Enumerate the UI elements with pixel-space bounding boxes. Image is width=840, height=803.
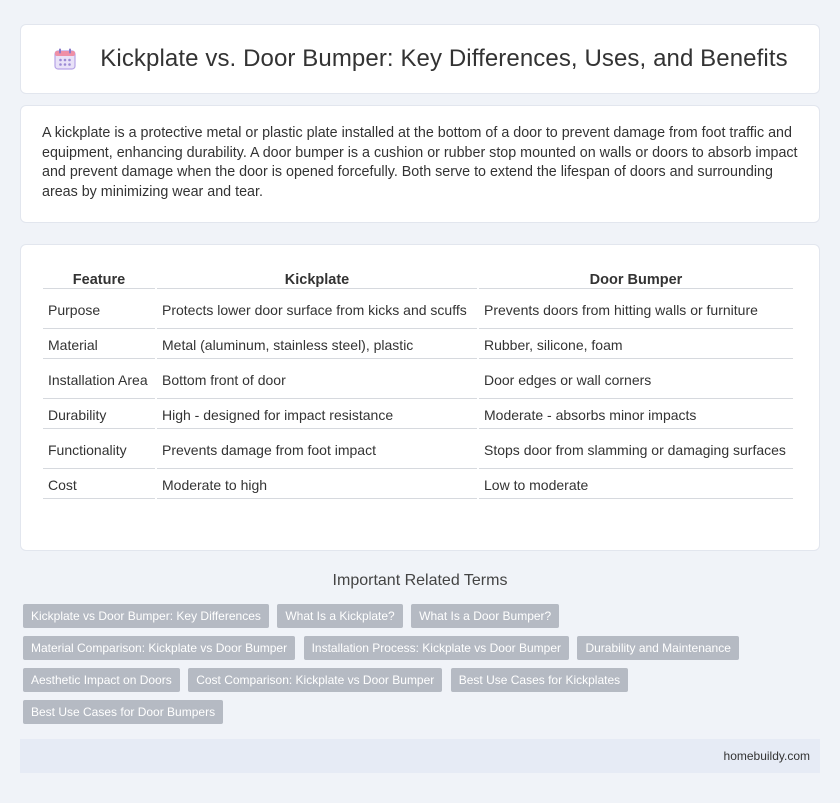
table-header-row (43, 269, 793, 289)
header-card (20, 24, 820, 94)
row-door-bumper: Low to moderate (479, 471, 793, 499)
row-kickplate: Moderate to high (157, 471, 477, 499)
row-feature: Material (43, 331, 155, 359)
table-row (43, 471, 793, 499)
row-feature: Durability (43, 401, 155, 429)
table-row (43, 331, 793, 359)
related-tag[interactable]: Best Use Cases for Kickplates (451, 668, 628, 692)
related-tag[interactable]: Kickplate vs Door Bumper: Key Differences (23, 604, 269, 628)
row-door-bumper: Rubber, silicone, foam (479, 331, 793, 359)
row-kickplate: High - designed for impact resistance (157, 401, 477, 429)
related-tag[interactable]: Aesthetic Impact on Doors (23, 668, 180, 692)
row-door-bumper: Stops door from slamming or damaging surfaces (479, 431, 793, 469)
row-feature: Cost (43, 471, 155, 499)
header-door-bumper: Door Bumper (479, 269, 793, 289)
row-kickplate: Metal (aluminum, stainless steel), plastic (157, 331, 477, 359)
row-feature: Functionality (43, 431, 155, 469)
related-tag[interactable]: Durability and Maintenance (577, 636, 738, 660)
related-tag[interactable]: Material Comparison: Kickplate vs Door Bumper (23, 636, 295, 660)
comparison-table (41, 267, 795, 501)
header-feature: Feature (43, 269, 155, 289)
related-tag[interactable]: What Is a Door Bumper? (411, 604, 559, 628)
row-kickplate: Bottom front of door (157, 361, 477, 399)
related-terms-tags (23, 604, 823, 732)
table-row (43, 291, 793, 329)
related-tag[interactable]: Cost Comparison: Kickplate vs Door Bumper (188, 668, 442, 692)
row-door-bumper: Door edges or wall corners (479, 361, 793, 399)
footer (20, 739, 820, 773)
calendar-icon (52, 46, 78, 72)
footer-site-link[interactable]: homebuildy.com (723, 749, 810, 763)
comparison-table-card (20, 244, 820, 551)
related-tag[interactable]: Best Use Cases for Door Bumpers (23, 700, 223, 724)
table-row (43, 361, 793, 399)
intro-paragraph: A kickplate is a protective metal or plastic plate installed at the bottom of a door to prevent damage from foot traffic and equipment, enhancing durability. A door bumper is a cushion or rubber stop mounted on walls or doors to absorb impact and prevent damage when the door is opened forcefully. Both serve to extend the lifespan of doors and surrounding areas by minimizing wear and tear. (42, 125, 798, 200)
intro-card (20, 105, 820, 223)
related-tag[interactable]: What Is a Kickplate? (277, 604, 402, 628)
related-tag[interactable]: Installation Process: Kickplate vs Door Bumper (304, 636, 569, 660)
table-row (43, 431, 793, 469)
row-kickplate: Protects lower door surface from kicks and scuffs (157, 291, 477, 329)
row-door-bumper: Moderate - absorbs minor impacts (479, 401, 793, 429)
row-feature: Purpose (43, 291, 155, 329)
header-kickplate: Kickplate (157, 269, 477, 289)
related-terms-title: Important Related Terms (332, 572, 508, 589)
row-door-bumper: Prevents doors from hitting walls or furniture (479, 291, 793, 329)
table-row (43, 401, 793, 429)
row-feature: Installation Area (43, 361, 155, 399)
row-kickplate: Prevents damage from foot impact (157, 431, 477, 469)
page-title: Kickplate vs. Door Bumper: Key Differences, Uses, and Benefits (100, 45, 788, 72)
